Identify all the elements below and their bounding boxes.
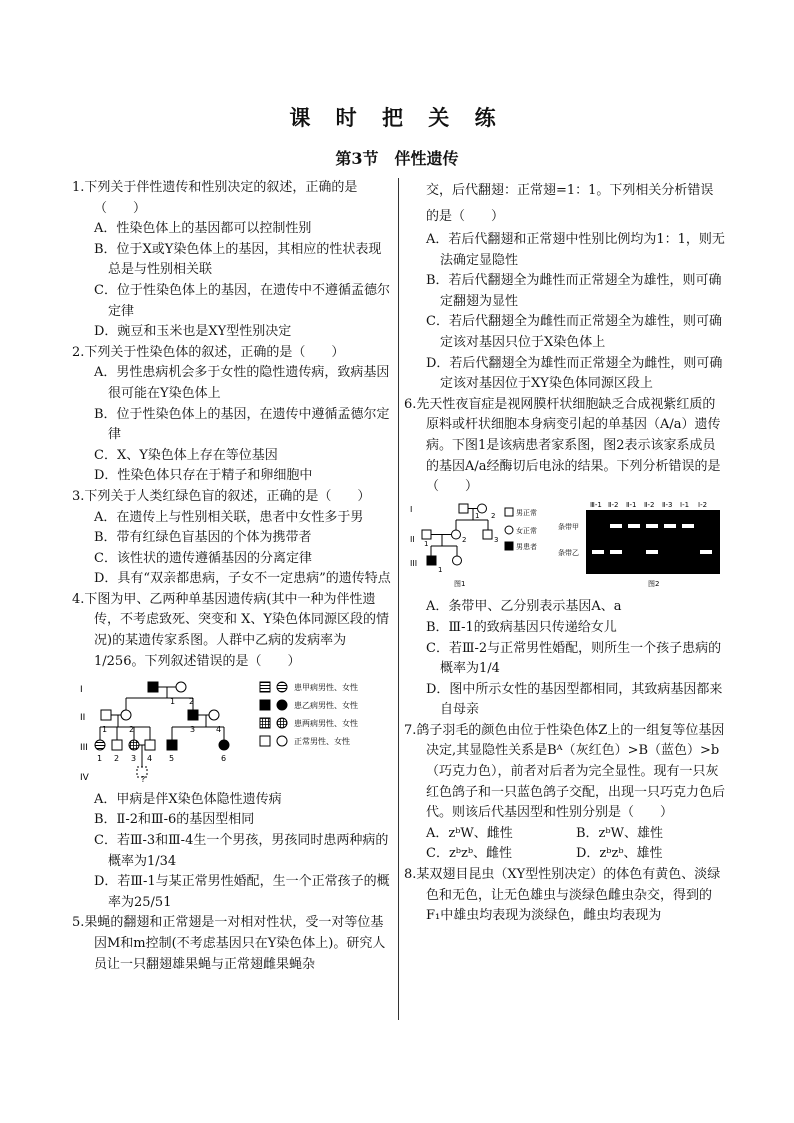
option-b: B．位于性染色体上的基因，在遗传中遵循孟德尔定律 — [94, 406, 390, 443]
question-8 — [404, 865, 726, 927]
option-b: B．zᵇW、雄性 — [576, 825, 663, 841]
option-a: A．甲病是伴X染色体隐性遗传病 — [94, 791, 282, 807]
gel-background — [586, 510, 720, 574]
left-column — [72, 178, 392, 975]
pedigree-female-disease-b — [95, 740, 105, 750]
figure-caption: 图1 — [454, 579, 466, 588]
option-c: C．该性状的遗传遵循基因的分离定律 — [94, 550, 312, 566]
pedigree-female-normal — [121, 710, 131, 720]
question-7 — [404, 721, 726, 865]
svg-text:2: 2 — [491, 511, 496, 520]
svg-text:6: 6 — [221, 754, 227, 764]
legend-label: 男正常 — [516, 508, 537, 517]
pedigree-male-normal — [112, 740, 122, 750]
pedigree-male-normal — [145, 740, 155, 750]
svg-text:1: 1 — [438, 565, 443, 574]
svg-text:Ⅰ-1: Ⅰ-1 — [680, 500, 690, 509]
pedigree-chart — [72, 672, 392, 782]
pedigree-male-affected — [148, 682, 158, 692]
pedigree-figure — [72, 672, 392, 790]
figure-pedigree-and-gel — [404, 498, 726, 590]
pedigree-male-normal — [422, 530, 431, 539]
option-a: A．在遗传上与性别相关联，患者中女性多于男 — [94, 509, 364, 525]
pedigree-male-affected — [167, 740, 177, 750]
legend-label: 男患者 — [516, 542, 537, 551]
svg-text:3: 3 — [131, 754, 137, 764]
pedigree-male-normal — [483, 530, 492, 539]
svg-text:Ⅱ-1: Ⅱ-1 — [626, 500, 637, 509]
option-c: C．若Ⅲ-3和Ⅲ-4生一个男孩，男孩同时患两种病的概率为1/34 — [94, 833, 389, 869]
option-row — [404, 844, 726, 865]
question-stem: 7.鸽子羽毛的颜色由位于性染色体Z上的一组复等位基因决定,其显隐性关系是Bᴬ（灰红色）>B（蓝色）>b（巧克力色），前者对后者为完全显性。现有一只灰红色鸽子和一只蓝色鸽子交配，出现一只巧克力色后代。则该后代基因型和性别分别是（ ） — [404, 722, 726, 821]
figure-caption: 图2 — [648, 579, 660, 588]
question-6 — [404, 395, 726, 721]
legend-label: 患乙病男性、女性 — [294, 701, 358, 711]
option-a: A．条带甲、乙分别表示基因A、a — [426, 599, 622, 615]
pedigree-female-both — [129, 740, 139, 750]
svg-text:Ⅰ-2: Ⅰ-2 — [698, 500, 708, 509]
option-d: D．性染色体只存在于精子和卵细胞中 — [94, 468, 313, 484]
option-b: B．若后代翻翅全为雌性而正常翅全为雄性，则可确定翻翅为显性 — [426, 273, 722, 309]
legend-label: 患两病男性、女性 — [294, 719, 358, 729]
svg-text:4: 4 — [147, 754, 153, 764]
pedigree-male-normal — [101, 710, 111, 720]
gen-label: IV — [80, 773, 89, 783]
option-a: A．男性患病机会多于女性的隐性遗传病，致病基因很可能在Y染色体上 — [94, 365, 390, 401]
svg-text:?: ? — [141, 775, 146, 783]
option-b: B．位于X或Y染色体上的基因，其相应的性状表现总是与性别相关联 — [94, 241, 382, 278]
right-column — [404, 178, 726, 927]
pedigree-female-normal — [452, 530, 461, 539]
svg-text:2: 2 — [189, 697, 195, 707]
pedigree-female-affected — [219, 740, 229, 750]
legend-label: 正常男性、女性 — [294, 737, 350, 747]
svg-text:Ⅱ-2: Ⅱ-2 — [608, 500, 619, 509]
svg-text:2: 2 — [114, 754, 120, 764]
gen-label: II — [80, 713, 86, 724]
question-stem: 6.先天性夜盲症是视网膜杆状细胞缺乏合成视紫红质的原料或杆状细胞本身病变引起的单基因（A/a）遗传病。下图1是该病患者家系图，图2表示该家系成员的基因A/a经酶切后电泳的结果。下列分析错误的是（ ） — [404, 396, 721, 495]
svg-text:Ⅲ-1: Ⅲ-1 — [590, 500, 602, 509]
svg-text:2: 2 — [462, 535, 467, 544]
svg-text:5: 5 — [169, 754, 175, 764]
question-2 — [72, 343, 392, 487]
page-title: 课 时 把 关 练 — [289, 105, 505, 130]
question-4 — [72, 590, 392, 914]
svg-text:1: 1 — [97, 754, 103, 764]
legend-label: 女正常 — [516, 526, 537, 535]
option-b: B．带有红绿色盲基因的个体为携带者 — [94, 530, 312, 546]
gen-label: I — [410, 504, 413, 514]
gen-label: III — [410, 558, 418, 568]
svg-text:Ⅱ-3: Ⅱ-3 — [662, 500, 673, 509]
question-5 — [72, 913, 392, 975]
option-c: C．位于性染色体上的基因，在遗传中不遵循孟德尔定律 — [94, 282, 390, 319]
band-label: 条带甲 — [558, 522, 579, 531]
section-title: 第3节 伴性遗传 — [335, 149, 459, 168]
option-c: C．X、Y染色体上存在等位基因 — [94, 447, 278, 463]
svg-text:3: 3 — [494, 535, 499, 544]
band-label: 条带乙 — [558, 548, 579, 557]
option-d: D．若Ⅲ-1与某正常男性婚配，生一个正常孩子的概率为25/51 — [94, 874, 390, 910]
pedigree-female-normal — [176, 682, 186, 692]
gen-label: I — [80, 685, 83, 696]
option-d: D．图中所示女性的基因型都相同，其致病基因都来自母亲 — [426, 681, 723, 718]
option-d: D．zᵇzᵇ、雄性 — [576, 846, 663, 862]
option-c: C．若后代翻翅全为雌性而正常翅全为雄性，则可确定该对基因只位于X染色体上 — [426, 314, 722, 350]
gen-label: II — [410, 534, 415, 544]
column-divider — [398, 178, 399, 1020]
option-a: A．性染色体上的基因都可以控制性别 — [94, 221, 312, 237]
svg-text:3: 3 — [190, 725, 196, 735]
question-1 — [72, 178, 392, 343]
question-stem: 3.下列关于人类红绿色盲的叙述，正确的是（ ） — [72, 488, 371, 504]
pedigree-male-normal — [459, 504, 468, 513]
question-stem-continued: 交，后代翻翅：正常翅=1：1。下列相关分析错误的是（ ） — [426, 183, 714, 224]
legend-label: 患甲病男性、女性 — [294, 683, 358, 693]
svg-text:4: 4 — [216, 725, 222, 735]
option-b: B．Ⅱ-2和Ⅲ-6的基因型相同 — [94, 812, 255, 828]
option-c: C．zᵇzᵇ、雌性 — [426, 846, 513, 862]
pedigree-female-normal — [453, 556, 462, 565]
pedigree-male-affected — [427, 556, 436, 565]
pedigree-female-normal — [209, 710, 219, 720]
option-d: D．若后代翻翅全为雄性而正常翅全为雌性，则可确定该对基因位于XY染色体同源区段上 — [426, 355, 723, 392]
option-d: D．豌豆和玉米也是XY型性别决定 — [94, 324, 292, 340]
svg-text:1: 1 — [475, 511, 480, 520]
svg-text:1: 1 — [170, 697, 176, 707]
question-stem: 5.果蝇的翻翅和正常翅是一对相对性状，受一对等位基因M和m控制(不考虑基因只在Y染色体上)。研究人员让一只翻翅雄果蝇与正常翅雌果蝇杂 — [72, 915, 386, 972]
option-b: B．Ⅲ-1的致病基因只传递给女儿 — [426, 619, 617, 635]
question-stem: 8.某双翅目昆虫（XY型性别决定）的体色有黄色、淡绿色和无色，让无色雄虫与淡绿色雌虫杂交，得到的F₁中雄虫均表现为淡绿色，雌虫均表现为 — [404, 867, 721, 924]
svg-text:1: 1 — [102, 725, 108, 735]
option-row — [404, 824, 726, 845]
question-stem: 4.下图为甲、乙两种单基因遗传病(其中一种为伴性遗传，不考虑致死、突变和 X、Y染色体同源区段的情况)的某遗传家系图。人群中乙病的发病率为1/256。下列叙述错误的是（ ） — [72, 591, 389, 669]
option-a: A．zᵇW、雌性 — [426, 825, 513, 841]
pedigree-male-affected — [188, 710, 198, 720]
option-d: D．具有“双亲都患病，子女不一定患病”的遗传特点 — [94, 571, 391, 587]
option-c: C．若Ⅲ-2与正常男性婚配，则所生一个孩子患病的概率为1/4 — [426, 640, 722, 677]
question-stem: 2.下列关于性染色体的叙述，正确的是（ ） — [72, 344, 345, 360]
gen-label: III — [80, 743, 88, 754]
option-a: A．若后代翻翅和正常翅中性别比例均为1：1，则无法确定显隐性 — [426, 232, 725, 268]
svg-text:2: 2 — [129, 725, 135, 735]
svg-text:1: 1 — [424, 539, 429, 548]
figure-group — [404, 498, 726, 598]
question-3 — [72, 487, 392, 590]
question-stem: 1.下列关于伴性遗传和性别决定的叙述，正确的是（ ） — [72, 180, 358, 216]
svg-text:Ⅱ-2: Ⅱ-2 — [644, 500, 655, 509]
question-5-continued — [404, 178, 726, 395]
